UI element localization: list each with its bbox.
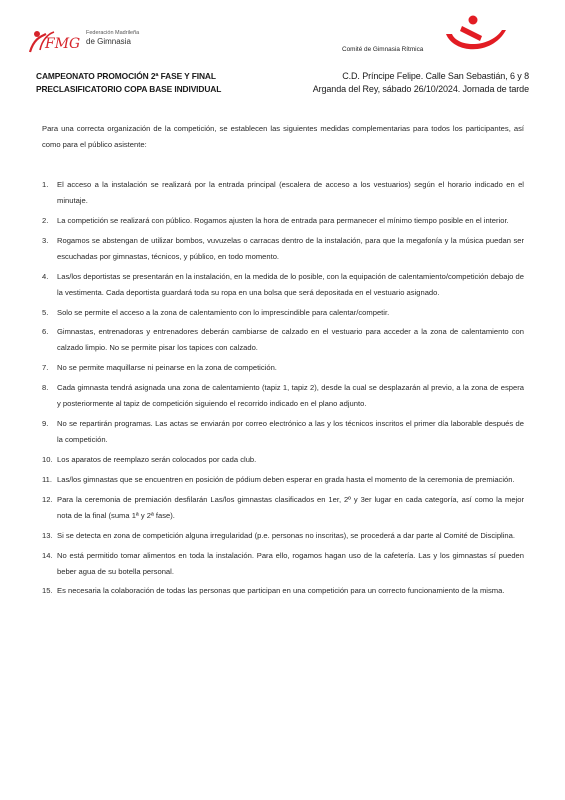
list-item [42,472,524,488]
list-item-text: No se permite maquillarse ni peinarse en la zona de competición. [57,363,277,373]
document-header [36,70,529,100]
list-item [42,269,524,301]
list-item [42,360,524,376]
list-item [42,324,524,356]
list-item-text: Es necesaria la colaboración de todas las personas que participan en una competición para un correcto funcionamiento de la misma. [57,586,505,596]
list-item [42,380,524,412]
list-item [42,416,524,448]
intro-paragraph: Para una correcta organización de la competición, se establecen las siguientes medidas complementarias para todos los participantes, así como para el público asistente: [42,124,524,149]
list-item-text: Solo se permite el acceso a la zona de calentamiento con lo imprescindible para calentar/competir. [57,307,390,317]
list-item-text: Para la ceremonia de premiación desfilarán Las/los gimnastas clasificados en 1er, 2º y 3er lugar en cada categoría, así como la mejor nota de la final (suma 1ª y 2ª fase). [57,494,524,520]
federation-name-small: Federación Madrileña [86,30,140,36]
list-item-text: Las/los deportistas se presentarán en la instalación, en la medida de lo posible, con la equipación de calentamiento/competición debajo de la vestimenta. Cada deportista guardará toda su ropa en una bolsa que será depositada en el vestuario asignado. [57,271,524,297]
list-item-text: No se repartirán programas. Las actas se enviarán por correo electrónico a las y los técnicos inscritos el primer día laborable después de la competición. [57,419,524,445]
list-item [42,452,524,468]
championship-title-line2: PRECLASIFICATORIO COPA BASE INDIVIDUAL [36,84,222,94]
list-item [42,213,524,229]
list-item-number: 5. [42,307,49,317]
list-item-number: 9. [42,419,49,429]
list-item-text: Cada gimnasta tendrá asignada una zona de calentamiento (tapiz 1, tapiz 2), desde la cual se desplazarán al previo, a la zona de espera y posteriormente al tapiz de competición siguiendo el recorrido indicado en el plano adjunto. [57,383,524,409]
list-item-number: 8. [42,383,49,393]
list-item-number: 11. [42,474,52,484]
list-item-text: Rogamos se abstengan de utilizar bombos, vuvuzelas o carracas dentro de la instalación, para que la megafonía y la música puedan ser escuchadas por gimnastas, técnicos, y público, en todo momento. [57,235,524,261]
federation-name [86,30,176,47]
list-item-number: 12. [42,494,53,504]
list-item-text: Si se detecta en zona de competición alguna irregularidad (p.e. personas no inscritas), se procederá a dar parte al Comité de Disciplina. [57,530,515,540]
list-item-text: El acceso a la instalación se realizará por la entrada principal (escalera de acceso a los vestuarios) según el horario indicado en el minutaje. [57,180,524,205]
list-item [42,233,524,265]
list-item-number: 1. [42,180,49,189]
rules-list [42,177,524,603]
list-item-number: 7. [42,363,49,373]
list-item-text: Las/los gimnastas que se encuentren en posición de pódium deben esperar en grada hasta el momento de la ceremonia de premiación. [57,474,515,484]
list-item-number: 4. [42,271,49,281]
svg-text:FMG: FMG [45,36,81,52]
rhythmic-gymnastics-logo [440,14,510,56]
list-item-text: No está permitido tomar alimentos en toda la instalación. Para ello, rogamos hagan uso de la cafetería. Las y los gimnastas sí pueden beber agua de su botella personal. [57,550,524,576]
list-item [42,583,524,599]
list-item-number: 13. [42,530,53,540]
list-item-text: Gimnastas, entrenadoras y entrenadores deberán cambiarse de calzado en el vestuario para acceder a la zona de calentamiento con calzado limpio. No se permite pisar los tapices con calzado. [57,327,524,353]
list-item-number: 2. [42,215,49,225]
list-item-text: Los aparatos de reemplazo serán colocados por cada club. [57,455,257,465]
federation-logo [28,26,178,58]
venue-info [313,70,529,96]
list-item-number: 14. [42,550,53,560]
list-item [42,177,524,209]
federation-name-big: de Gimnasia [86,37,131,46]
list-item-number: 10. [42,455,53,465]
list-item-text: La competición se realizará con público. Rogamos ajusten la hora de entrada para permanecer el mínimo tiempo posible en el interior. [57,215,509,225]
list-item-number: 3. [42,235,49,245]
list-item [42,548,524,580]
championship-title [36,70,221,96]
list-item [42,528,524,544]
venue-address: C.D. Príncipe Felipe. Calle San Sebastián, 6 y 8 [342,71,529,81]
committee-label: Comité de Gimnasia Rítmica [342,46,424,53]
venue-date: Arganda del Rey, sábado 26/10/2024. Jornada de tarde [312,84,529,94]
list-item-number: 15. [42,586,53,596]
list-item-number: 6. [42,327,49,337]
fmg-logo-mark [28,26,84,56]
list-item [42,305,524,321]
championship-title-line1: CAMPEONATO PROMOCIÓN 2ª FASE Y FINAL [36,71,216,81]
list-item [42,492,524,524]
